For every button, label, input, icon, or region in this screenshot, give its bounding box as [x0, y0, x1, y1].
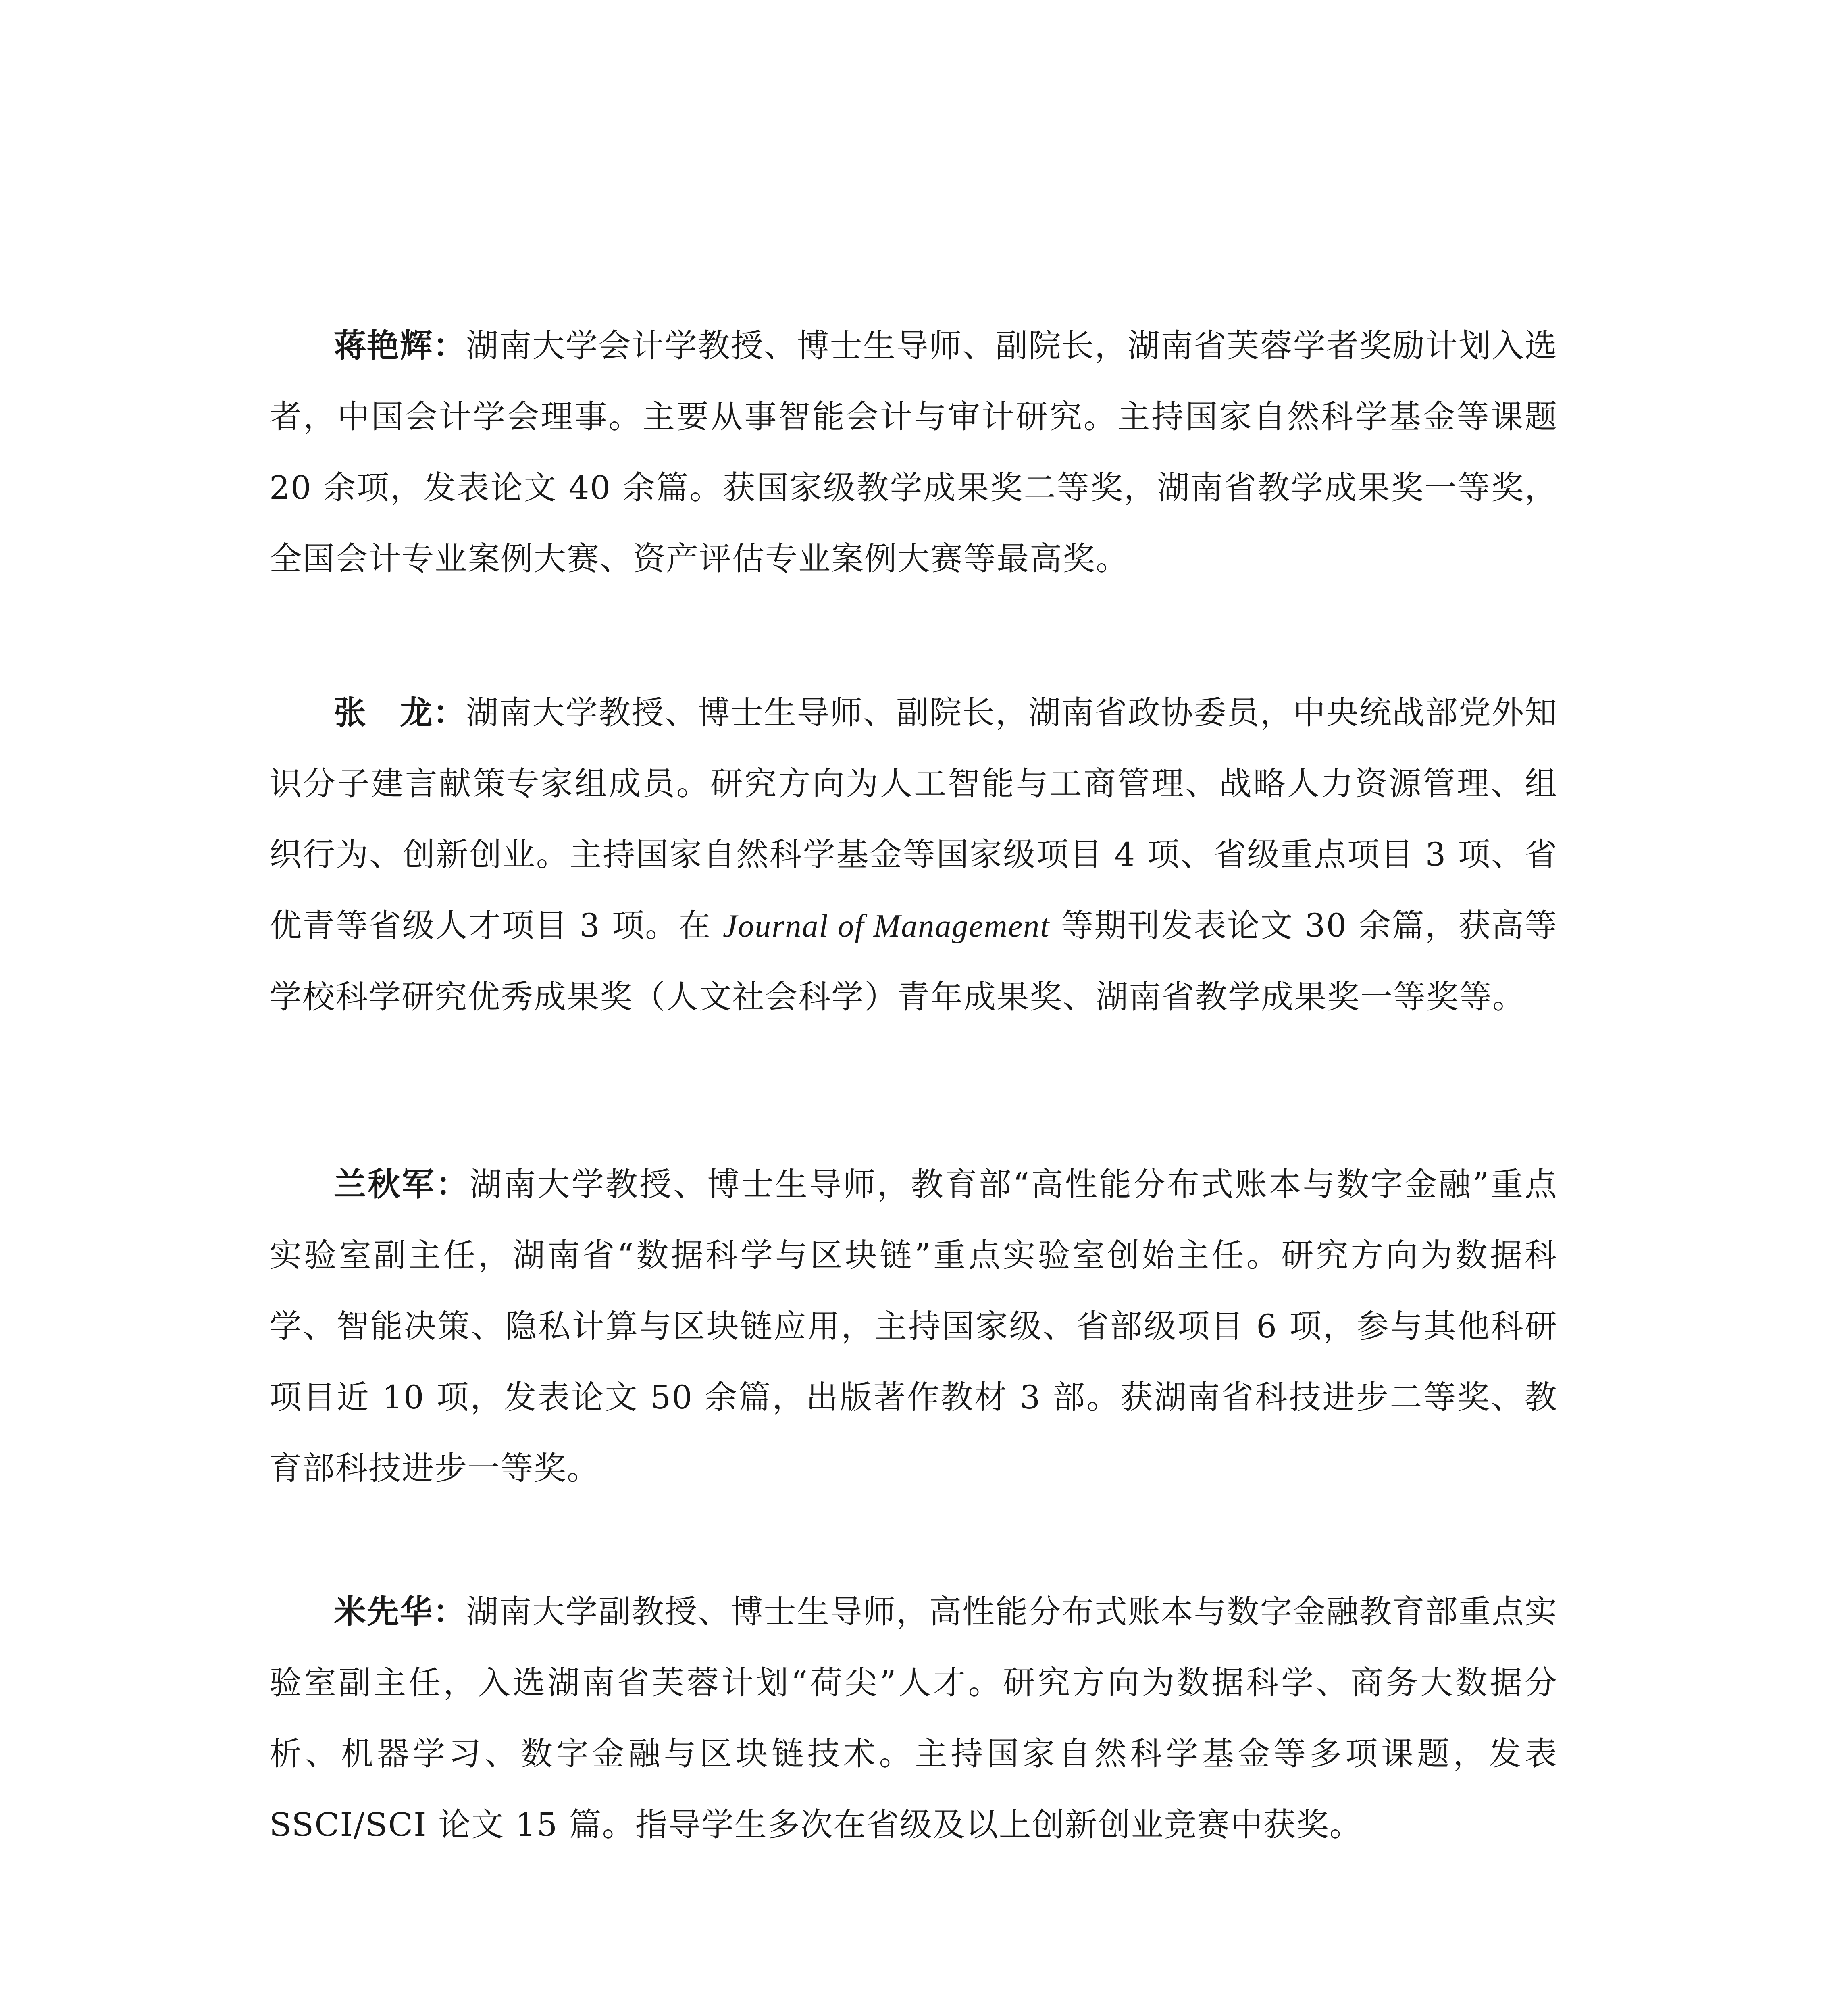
person-name: 米先华 [334, 1593, 433, 1631]
bio-paragraph-lan-qiujun [269, 1149, 1558, 1504]
bio-text: 湖南大学会计学教授、博士生导师、副院长，湖南省芙蓉学者奖励计划入选者，中国会计学会理事。主要从事智能会计与审计研究。主持国家自然科学基金等课题 20 余项，发表论文 40 余篇。获国家级教学成果奖二等奖，湖南省教学成果奖一等奖，全国会计专业案例大赛、资产评估专业案例大赛等最高奖。 [269, 327, 1558, 577]
bio-paragraph-mi-xianhua [269, 1577, 1558, 1860]
bio-text: 湖南大学教授、博士生导师，教育部“高性能分布式账本与数字金融”重点实验室副主任，湖南省“数据科学与区块链”重点实验室创始主任。研究方向为数据科学、智能决策、隐私计算与区块链应用，主持国家级、省部级项目 6 项，参与其他科研项目近 10 项，发表论文 50 余篇，出版著作教材 3 部。获湖南省科技进步二等奖、教育部科技进步一等奖。 [269, 1166, 1558, 1487]
bio-paragraph-zhang-long [269, 677, 1558, 1033]
bio-text: 湖南大学副教授、博士生导师，高性能分布式账本与数字金融教育部重点实验室副主任，入选湖南省芙蓉计划“荷尖”人才。研究方向为数据科学、商务大数据分析、机器学习、数字金融与区块链技术。主持国家自然科学基金等多项课题，发表 SSCI/SCI 论文 15 篇。指导学生多次在省级及以上创新创业竞赛中获奖。 [269, 1593, 1558, 1843]
person-name: 兰秋军 [334, 1166, 436, 1203]
name-colon: ： [435, 1166, 470, 1203]
bio-paragraph-tu-yangjun [269, 2006, 1558, 2016]
bio-text: 湖南大学教授、博士生导师、副院长，湖南省政协委员，中央统战部党外知识分子建言献策专家组成员。研究方向为人工智能与工商管理、战略人力资源管理、组织行为、创新创业。主持国家自然科学基金等国家级项目 4 项、省级重点项目 3 项、省优青等省级人才项目 3 项。在 [269, 694, 1558, 944]
name-colon: ： [433, 1593, 466, 1631]
journal-title: Journal of Management [722, 908, 1050, 944]
person-name: 张 龙 [334, 694, 433, 731]
bio-text-continued: 等期刊发表论文 30 余篇，获高等学校科学研究优秀成果奖（人文社会科学）青年成果奖、湖南省教学成果奖一等奖等。 [269, 907, 1558, 1016]
bio-paragraph-jiang-yanhui [269, 310, 1558, 594]
name-colon: ： [433, 327, 466, 364]
name-colon: ： [433, 694, 466, 731]
person-name: 蒋艳辉 [334, 327, 433, 364]
